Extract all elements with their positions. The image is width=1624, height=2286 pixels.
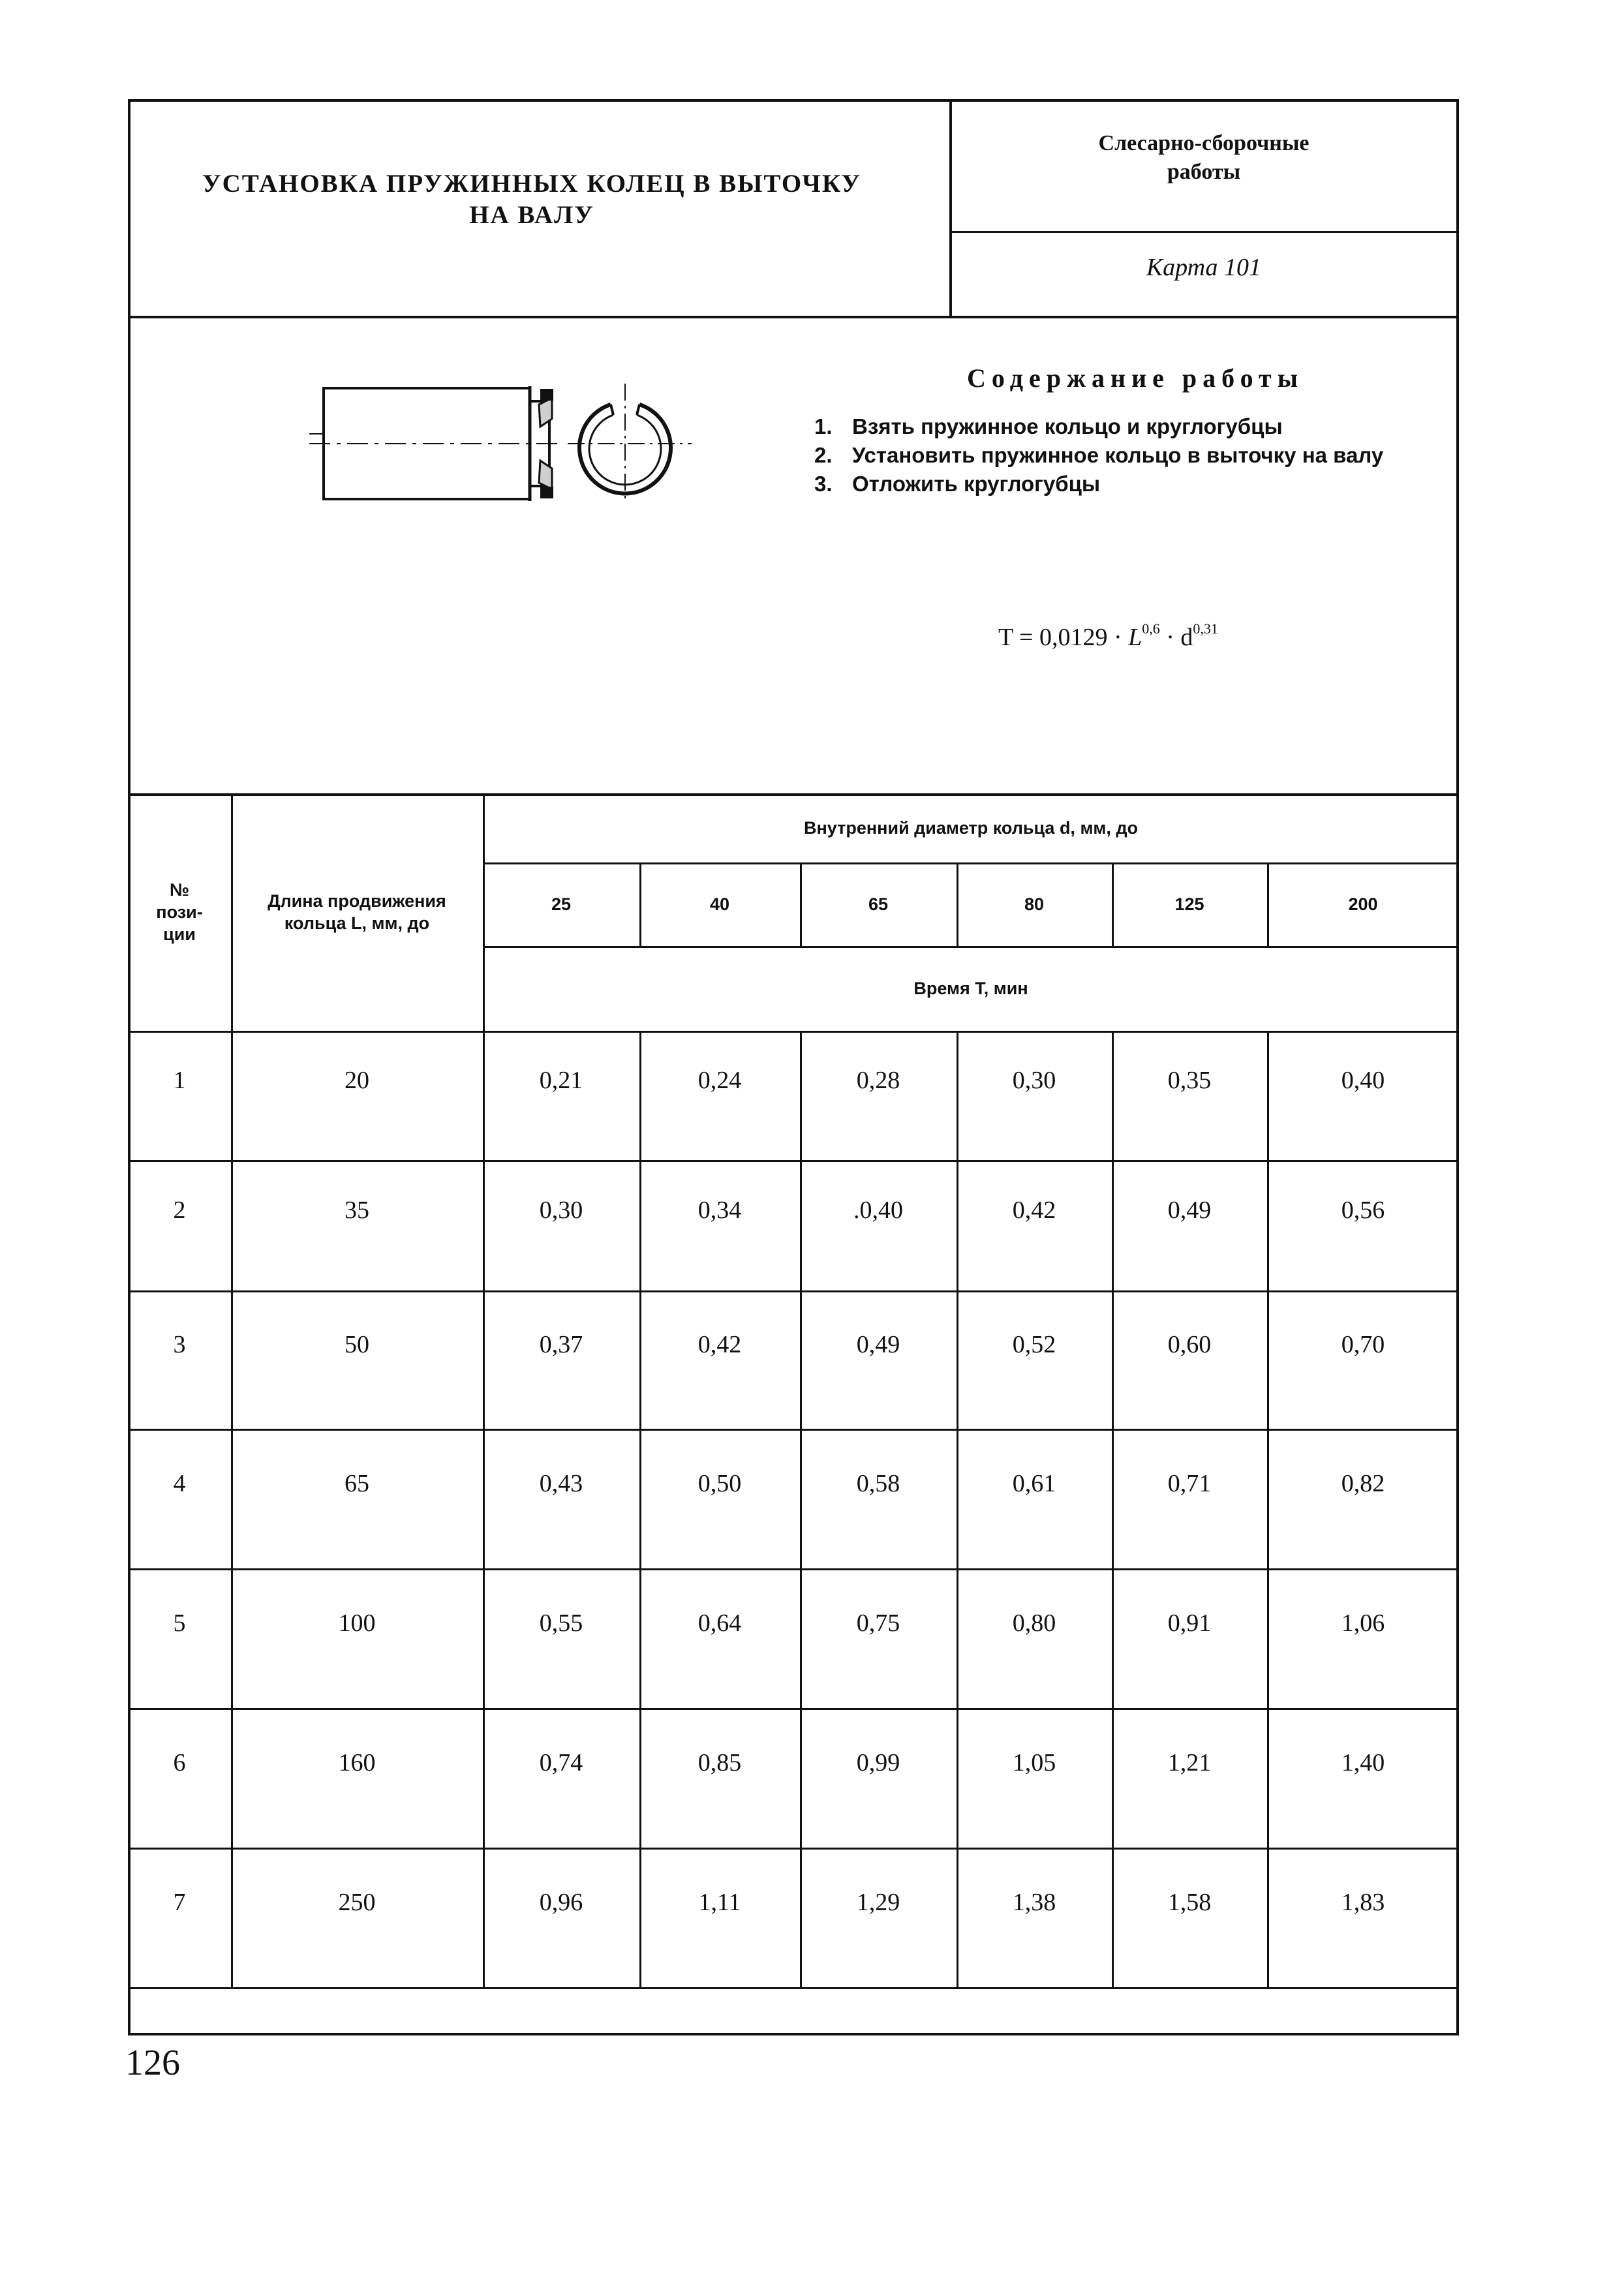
shaft-ring-drawing	[307, 372, 724, 515]
formula-var-l: L	[1128, 624, 1142, 651]
row-time-cell: 1,29	[856, 1889, 900, 1916]
row-time-cell: .0,40	[853, 1196, 903, 1224]
row-length-cell: 50	[345, 1331, 369, 1358]
page-number: 126	[125, 2043, 180, 2083]
row-time-cell: 0,91	[1167, 1609, 1212, 1637]
section-label-line2: работы	[1167, 160, 1241, 184]
formula-exp-l: 0,6	[1142, 620, 1160, 637]
row-time-cell: 0,85	[697, 1749, 742, 1776]
section-label	[953, 129, 1455, 187]
row-time-cell: 0,70	[1341, 1331, 1385, 1358]
row-time-cell: 0,82	[1341, 1470, 1385, 1497]
diameter-value-header: 25	[551, 894, 572, 914]
row-time-cell: 0,40	[1341, 1067, 1385, 1094]
row-time-cell: 0,50	[697, 1470, 742, 1497]
row-time-cell: 0,37	[539, 1331, 583, 1358]
row-time-cell: 0,56	[1341, 1196, 1385, 1224]
diameter-value-header: 200	[1348, 894, 1378, 914]
time-formula	[998, 620, 1218, 652]
row-time-cell: 0,52	[1012, 1331, 1056, 1358]
row-time-cell: 0,30	[539, 1196, 583, 1224]
step-number: 2.	[814, 443, 833, 467]
row-time-cell: 0,49	[856, 1331, 900, 1358]
row-time-cell: 1,11	[698, 1889, 741, 1916]
header-vertical-divider	[949, 99, 952, 317]
step-number: 1.	[814, 414, 833, 438]
row-time-cell: 0,42	[697, 1331, 742, 1358]
ring-lug-top	[542, 390, 552, 399]
row-position-cell: 2	[173, 1196, 186, 1224]
header-bottom-divider	[128, 316, 1459, 318]
row-time-cell: 1,06	[1341, 1609, 1385, 1637]
row-time-cell: 0,58	[856, 1470, 900, 1497]
step-item	[814, 470, 1441, 498]
ring-lug-right	[637, 404, 639, 415]
column-header-diameter: Внутренний диаметр кольца d, мм, до	[803, 818, 1139, 838]
row-time-cell: 0,60	[1167, 1331, 1212, 1358]
content-heading: Содержание работы	[967, 363, 1304, 393]
row-length-cell: 100	[338, 1609, 376, 1637]
row-length-cell: 20	[345, 1067, 369, 1094]
ring-lug-bottom	[542, 488, 552, 497]
ring-lug-left	[611, 404, 613, 415]
row-time-cell: 0,42	[1012, 1196, 1056, 1224]
step-number: 3.	[814, 472, 833, 496]
diameter-value-header: 65	[868, 894, 889, 914]
row-length-cell: 250	[338, 1889, 376, 1916]
row-length-cell: 35	[345, 1196, 369, 1224]
row-time-cell: 1,38	[1012, 1889, 1056, 1916]
row-length-cell: 160	[338, 1749, 376, 1776]
card-number: Карта 101	[1146, 254, 1262, 281]
row-time-cell: 0,80	[1012, 1609, 1056, 1637]
row-time-cell: 0,28	[856, 1067, 900, 1094]
row-time-cell: 0,96	[539, 1889, 583, 1916]
row-time-cell: 1,58	[1167, 1889, 1212, 1916]
row-time-cell: 0,74	[539, 1749, 583, 1776]
diameter-value-header: 40	[709, 894, 730, 914]
row-time-cell: 0,75	[856, 1609, 900, 1637]
row-position-cell: 1	[173, 1067, 186, 1094]
row-length-cell: 65	[345, 1470, 369, 1497]
step-text: Установить пружинное кольцо в выточку на валу	[852, 443, 1384, 467]
row-time-cell: 1,05	[1012, 1749, 1056, 1776]
row-time-cell: 0,55	[539, 1609, 583, 1637]
column-header-length: Длина продвижения кольца L, мм, до	[268, 891, 446, 933]
diameter-value-header: 125	[1174, 894, 1204, 914]
step-text: Отложить круглогубцы	[852, 472, 1101, 496]
row-time-cell: 0,64	[697, 1609, 742, 1637]
row-position-cell: 5	[173, 1609, 186, 1637]
row-time-cell: 1,83	[1341, 1889, 1385, 1916]
steps-list	[814, 412, 1441, 498]
page-title	[163, 168, 900, 231]
row-time-cell: 0,24	[697, 1067, 742, 1094]
section-label-line1: Слесарно-сборочные	[1098, 131, 1310, 155]
page-title-line1: УСТАНОВКА ПРУЖИННЫХ КОЛЕЦ В ВЫТОЧКУ	[202, 170, 862, 198]
page-title-line2: НА ВАЛУ	[469, 201, 594, 229]
row-time-cell: 0,71	[1167, 1470, 1212, 1497]
step-item	[814, 441, 1441, 470]
table-row-divider	[128, 1987, 1459, 1989]
row-position-cell: 6	[173, 1749, 186, 1776]
step-item	[814, 412, 1441, 441]
formula-middle: · d	[1159, 624, 1193, 651]
column-header-position: № пози- ции	[156, 880, 203, 944]
row-position-cell: 4	[173, 1470, 186, 1497]
row-time-cell: 0,34	[697, 1196, 742, 1224]
column-header-time: Время T, мин	[913, 979, 1028, 998]
row-time-cell: 1,21	[1167, 1749, 1212, 1776]
step-text: Взять пружинное кольцо и круглогубцы	[852, 414, 1283, 438]
row-time-cell: 0,43	[539, 1470, 583, 1497]
row-time-cell: 0,35	[1167, 1067, 1212, 1094]
row-position-cell: 7	[173, 1889, 186, 1916]
row-time-cell: 0,21	[539, 1067, 583, 1094]
row-time-cell: 0,61	[1012, 1470, 1056, 1497]
diameter-value-header: 80	[1024, 894, 1045, 914]
formula-prefix: T = 0,0129 ·	[998, 624, 1129, 651]
row-time-cell: 0,30	[1012, 1067, 1056, 1094]
formula-exp-d: 0,31	[1193, 620, 1218, 637]
row-position-cell: 3	[173, 1331, 186, 1358]
row-time-cell: 0,99	[856, 1749, 900, 1776]
row-time-cell: 1,40	[1341, 1749, 1385, 1776]
section-card-divider	[949, 231, 1459, 233]
row-time-cell: 0,49	[1167, 1196, 1212, 1224]
